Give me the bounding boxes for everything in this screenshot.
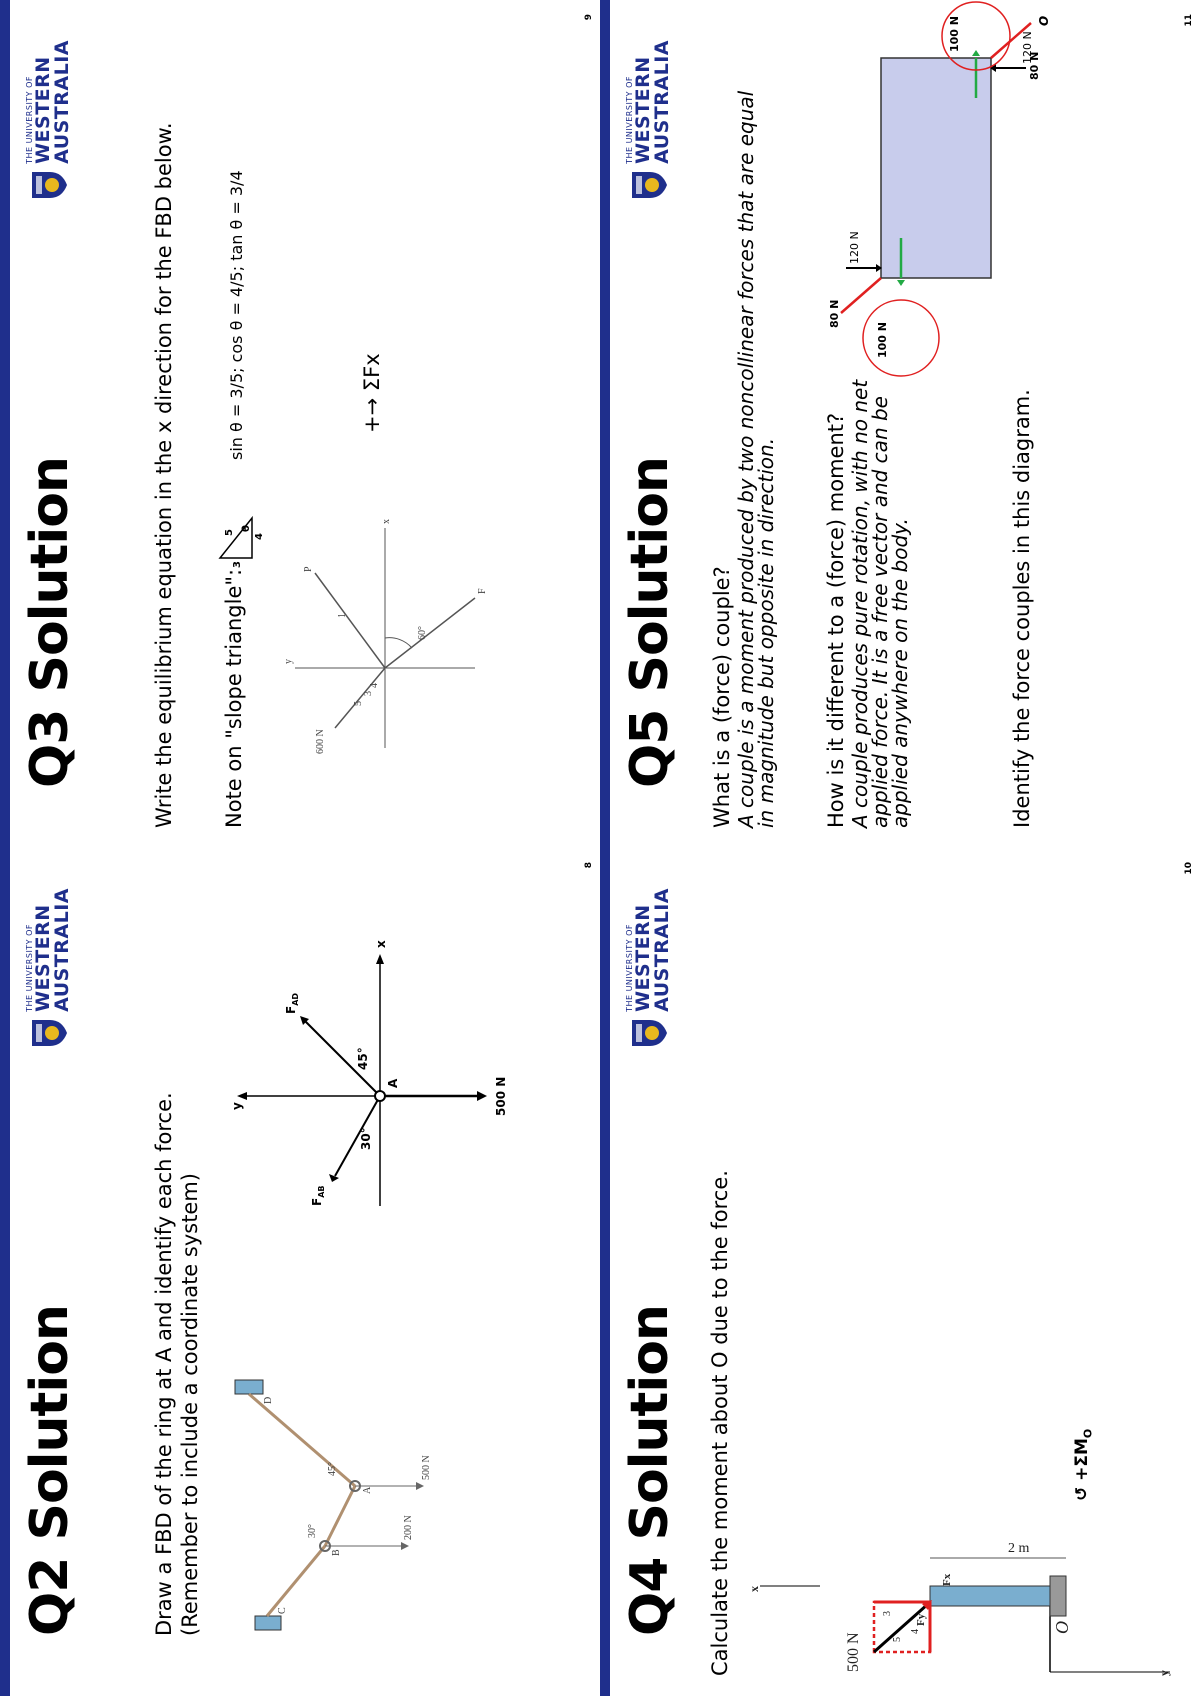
fig-3: 3 [363, 691, 374, 696]
fbd-angle-30: 30° [359, 1127, 373, 1150]
header-bar [600, 0, 610, 848]
uwa-line1: WESTERN [32, 56, 54, 164]
q5-question3: Identify the force couples in this diagram. [1010, 389, 1034, 828]
uwa-line2: AUSTRALIA [651, 888, 673, 1012]
fbd-fab: $F_{AB}$ [310, 1185, 326, 1206]
force-500n: 500 N [845, 1632, 862, 1672]
q5-answer2-line1: A couple produces pure rotation, with no net [848, 379, 872, 828]
slide-q3 [0, 0, 600, 848]
fbd-y-label: y [230, 1102, 244, 1110]
slide-title: Q3 Solution [20, 457, 80, 788]
force-100-bottom: 100 N [948, 16, 961, 52]
label-a: A [362, 1486, 373, 1494]
tri-side-4: 4 [254, 533, 265, 540]
uwa-shield-icon [30, 170, 68, 200]
header-bar [0, 848, 10, 1696]
origin-o: O [1037, 15, 1051, 26]
tri-side-5: 5 [224, 529, 235, 536]
force-80-left: 80 N [1028, 51, 1041, 80]
prompt-line1: Draw a FBD of the ring at A and identify each force. [152, 1092, 176, 1636]
force-120-bottom: 120 N [1021, 31, 1034, 64]
uwa-line2: AUSTRALIA [651, 40, 673, 164]
uwa-logo [26, 888, 72, 1048]
fig-x: x [381, 519, 392, 524]
support-d [235, 1380, 263, 1394]
fig-1: 1 [337, 613, 348, 618]
fbd-angle-45: 45° [356, 1047, 370, 1070]
slide-title: Q4 Solution [620, 1305, 680, 1636]
prompt: Write the equilibrium equation in the x direction for the FBD below. [152, 122, 176, 828]
header-bar [0, 0, 10, 848]
force-100-top: 100 N [876, 322, 889, 358]
uwa-line1: WESTERN [32, 904, 54, 1012]
q5-answer1-line1: A couple is a moment produced by two noncollinear forces that are equal [734, 90, 758, 828]
force-80-right: 80 N [828, 299, 841, 328]
tri-theta: θ [241, 525, 252, 532]
uwa-logo [626, 40, 672, 200]
label-b: B [331, 1549, 342, 1556]
uwa-small: THE UNIVERSITY OF [625, 923, 634, 1012]
tri-3: 3 [882, 1611, 893, 1616]
fig-5: 5 [353, 701, 364, 706]
q5-question1: What is a (force) couple? [710, 566, 734, 828]
slide-q2 [0, 848, 600, 1696]
label-30: 30° [307, 1524, 318, 1538]
slide-q5 [600, 0, 1200, 848]
uwa-shield-icon [30, 1018, 68, 1048]
point-o: O [1052, 1621, 1072, 1634]
fig-600n: 600 N [315, 729, 326, 754]
label-200n: 200 N [403, 1515, 414, 1540]
couple-diagram [826, 0, 1056, 398]
label-fy: Fy [915, 1613, 927, 1626]
q5-question2: How is it different to a (force) moment? [824, 412, 848, 828]
fbd-x-label: x [374, 940, 388, 948]
sum-fx: +→ ΣFx [360, 353, 384, 433]
header-bar [600, 848, 610, 1696]
prompt: Calculate the moment about O due to the force. [708, 1170, 732, 1676]
q3-force-diagram [275, 508, 495, 768]
support-c [255, 1616, 281, 1630]
tri-4: 4 [910, 1629, 921, 1634]
uwa-line2: AUSTRALIA [51, 40, 73, 164]
q5-answer2-line2: applied force. It is a free vector and can be [868, 396, 892, 828]
slide-title: Q5 Solution [620, 457, 680, 788]
axis-x: x [747, 1586, 761, 1592]
slide-title: Q2 Solution [20, 1305, 80, 1636]
prompt-line2: (Remember to include a coordinate system) [178, 1172, 202, 1636]
uwa-logo [626, 888, 672, 1048]
uwa-shield-icon [630, 1018, 668, 1048]
beam [930, 1586, 1060, 1606]
page-number: 9 [584, 14, 594, 21]
page-number: 10 [1184, 862, 1194, 875]
dim-2m: 2 m [1008, 1541, 1030, 1556]
label-d: D [263, 1396, 274, 1404]
slope-triangle [212, 508, 265, 568]
axis-y: y [1157, 1670, 1171, 1676]
note-label: Note on "slope triangle": [222, 568, 246, 828]
fig-f: F [477, 588, 488, 594]
plate [881, 58, 991, 278]
uwa-shield-icon [630, 170, 668, 200]
label-45: 45° [327, 1462, 338, 1476]
moment-eq: ↺ $+\Sigma M_O$ [1072, 1428, 1095, 1501]
fig-p: P [303, 566, 314, 572]
fig-4: 4 [369, 683, 380, 688]
fig-60: 60° [417, 626, 428, 640]
uwa-line1: WESTERN [632, 56, 654, 164]
label-c: C [277, 1607, 288, 1614]
uwa-line1: WESTERN [632, 904, 654, 1012]
uwa-small: THE UNIVERSITY OF [25, 923, 34, 1012]
tri-5: 5 [892, 1637, 903, 1642]
page-number: 11 [1184, 14, 1194, 27]
slide-q4 [600, 848, 1200, 1696]
force-120-top: 120 N [848, 231, 861, 264]
uwa-small: THE UNIVERSITY OF [25, 75, 34, 164]
uwa-logo [26, 40, 72, 200]
label-fx: Fx [941, 1573, 953, 1586]
trig-relations: sin θ = 3/5; cos θ = 4/5; tan θ = 3/4 [227, 170, 246, 460]
fbd-ring-a [225, 926, 515, 1226]
page-number: 8 [584, 862, 594, 869]
ring-structure-figure [215, 1376, 445, 1636]
fig-y: y [283, 659, 294, 664]
fbd-fad: $F_{AD}$ [284, 992, 300, 1014]
q5-answer2-line3: applied anywhere on the body. [888, 518, 912, 828]
tri-side-3: 3 [232, 561, 243, 568]
label-500n: 500 N [421, 1455, 432, 1480]
fbd-load: 500 N [494, 1076, 508, 1116]
fbd-point-a: A [386, 1078, 400, 1088]
uwa-small: THE UNIVERSITY OF [625, 75, 634, 164]
uwa-line2: AUSTRALIA [51, 888, 73, 1012]
q5-answer1-line2: in magnitude but opposite in direction. [754, 437, 778, 828]
beam-figure [747, 1396, 1171, 1676]
